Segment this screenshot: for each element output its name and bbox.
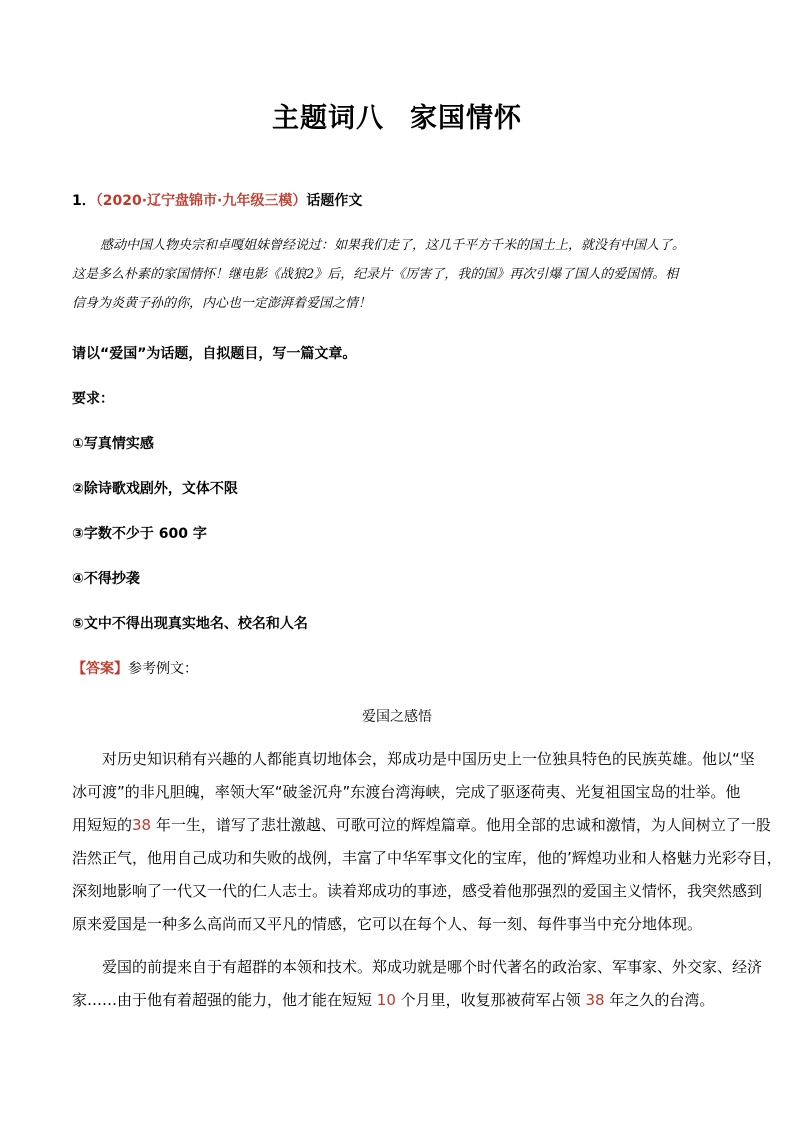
requirement-item: ⑤文中不得出现真实地名、校名和人名 — [72, 616, 308, 632]
paragraph-line: 用短短的38 年一生，谱写了悲壮激越、可歌可泣的辉煌篇章。他用全部的忠诚和激情，为人间树立了一股 — [72, 816, 771, 834]
writing-prompt: 请以“爱国”为话题，自拟题目，写一篇文章。 — [72, 346, 357, 362]
page-title — [0, 96, 794, 135]
number-highlight: 38 — [585, 991, 605, 1009]
number-highlight: 38 — [132, 816, 152, 834]
question-source: （2020·辽宁盘锦市·九年级三模） — [95, 193, 307, 209]
requirement-item: ③字数不少于 600 字 — [72, 526, 207, 542]
paragraph-line: 浩然正气，他用自己成功和失败的战例，丰富了中华军事文化的宝库，他的’辉煌功业和人格魅力光彩夺目， — [72, 849, 782, 867]
quote-line: 这是多么朴素的家国情怀！继电影《战狼2》后，纪录片《厉害了，我的国》再次引爆了国人的爱国情。相 — [72, 267, 679, 282]
paragraph-line: 原来爱国是一种多么高尚而又平凡的情感，它可以在每个人、每一刻、每件事当中充分地体现。 — [72, 915, 703, 933]
quote-line: 感动中国人物央宗和卓嘎姐妹曾经说过：如果我们走了，这几千平方千米的国土上，就没有中国人了。 — [100, 238, 686, 253]
question-heading — [72, 190, 362, 210]
question-type: 话题作文 — [306, 193, 363, 209]
requirements-label: 要求： — [72, 391, 114, 407]
title-part-1: 主题词八 — [272, 103, 384, 134]
requirement-item: ④不得抄袭 — [72, 571, 140, 587]
material-quote — [72, 231, 732, 318]
paragraph-line: 深刻地影响了一代又一代的仁人志士。读着郑成功的事迹，感受着他那强烈的爱国主义情怀，我突然感到 — [72, 882, 763, 900]
answer-text: 参考例文： — [128, 661, 198, 677]
title-part-2: 家国情怀 — [410, 103, 522, 134]
requirement-item: ②除诗歌戏剧外，文体不限 — [72, 481, 238, 497]
requirement-item: ①写真情实感 — [72, 436, 154, 452]
answer-heading — [72, 658, 198, 678]
answer-tag: 【答案】 — [72, 661, 128, 677]
paragraph-line: 爱国的前提来自于有超群的本领和技术。郑成功就是哪个时代著名的政治家、军事家、外交家、经济 — [102, 958, 763, 976]
question-number: 1． — [72, 193, 96, 209]
paragraph-line: 家……由于他有着超强的能力，他才能在短短 10 个月里，收复那被荷军占领 38 年之久的台湾。 — [72, 991, 715, 1009]
quote-line: 信身为炎黄子孙的你，内心也一定澎湃着爱国之情！ — [72, 296, 372, 311]
essay-title: 爱国之感悟 — [362, 709, 432, 725]
paragraph-line: 冰可渡”的非凡胆魄，率领大军“破釜沉舟”东渡台湾海峡，完成了驱逐荷夷、光复祖国宝岛的壮举。他 — [72, 783, 741, 801]
essay-paragraph-1 — [72, 743, 782, 941]
number-highlight: 10 — [376, 991, 396, 1009]
essay-paragraph-2 — [72, 951, 763, 1017]
paragraph-line: 对历史知识稍有兴趣的人都能真切地体会，郑成功是中国历史上一位独具特色的民族英雄。他以“坚 — [102, 750, 755, 768]
